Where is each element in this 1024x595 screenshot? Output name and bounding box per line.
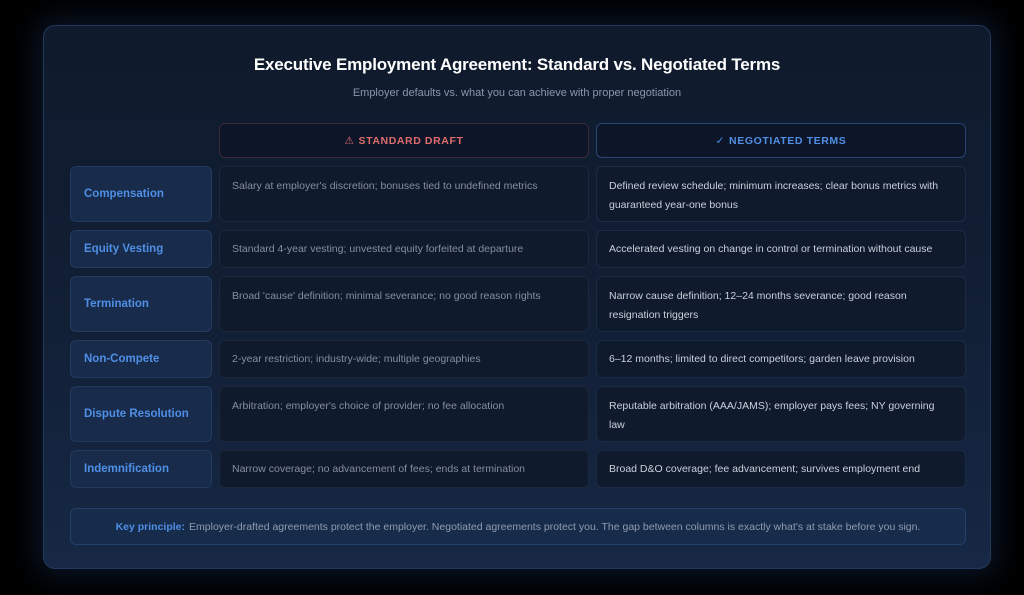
row-label-equity-vesting: Equity Vesting (70, 230, 212, 268)
negotiated-cell-indemnification: Broad D&O coverage; fee advancement; survives employment end (596, 450, 966, 488)
column-header-standard (219, 123, 589, 158)
column-header-standard-label: STANDARD DRAFT (358, 134, 464, 147)
column-header-negotiated-label: NEGOTIATED TERMS (729, 134, 847, 147)
negotiated-cell-non-compete: 6–12 months; limited to direct competitors; garden leave provision (596, 340, 966, 378)
standard-cell-non-compete: 2-year restriction; industry-wide; multiple geographies (219, 340, 589, 378)
warning-triangle-icon: ⚠ (344, 134, 355, 147)
key-principle-text: Employer-drafted agreements protect the employer. Negotiated agreements protect you. The gap between columns is exactly what's at stake before you sign. (189, 520, 921, 533)
page-title: Executive Employment Agreement: Standard vs. Negotiated Terms (253, 55, 781, 74)
checkmark-icon: ✓ (715, 134, 726, 147)
row-label-dispute-resolution: Dispute Resolution (70, 386, 212, 442)
negotiated-cell-dispute-resolution: Reputable arbitration (AAA/JAMS); employer pays fees; NY governing law (596, 386, 966, 442)
row-label-compensation: Compensation (70, 166, 212, 222)
row-label-indemnification: Indemnification (70, 450, 212, 488)
row-label-non-compete: Non-Compete (70, 340, 212, 378)
standard-cell-indemnification: Narrow coverage; no advancement of fees; ends at termination (219, 450, 589, 488)
page-subtitle: Employer defaults vs. what you can achieve with proper negotiation (352, 87, 682, 99)
row-label-termination: Termination (70, 276, 212, 332)
standard-cell-compensation: Salary at employer's discretion; bonuses tied to undefined metrics (219, 166, 589, 222)
negotiated-cell-termination: Narrow cause definition; 12–24 months severance; good reason resignation triggers (596, 276, 966, 332)
negotiated-cell-compensation: Defined review schedule; minimum increases; clear bonus metrics with guaranteed year-one bonus (596, 166, 966, 222)
column-header-negotiated (596, 123, 966, 158)
standard-cell-termination: Broad 'cause' definition; minimal severance; no good reason rights (219, 276, 589, 332)
comparison-card (43, 25, 991, 569)
key-principle-label: Key principle: (115, 520, 186, 533)
key-principle-box (70, 508, 966, 545)
standard-cell-dispute-resolution: Arbitration; employer's choice of provider; no fee allocation (219, 386, 589, 442)
standard-cell-equity-vesting: Standard 4-year vesting; unvested equity forfeited at departure (219, 230, 589, 268)
negotiated-cell-equity-vesting: Accelerated vesting on change in control or termination without cause (596, 230, 966, 268)
